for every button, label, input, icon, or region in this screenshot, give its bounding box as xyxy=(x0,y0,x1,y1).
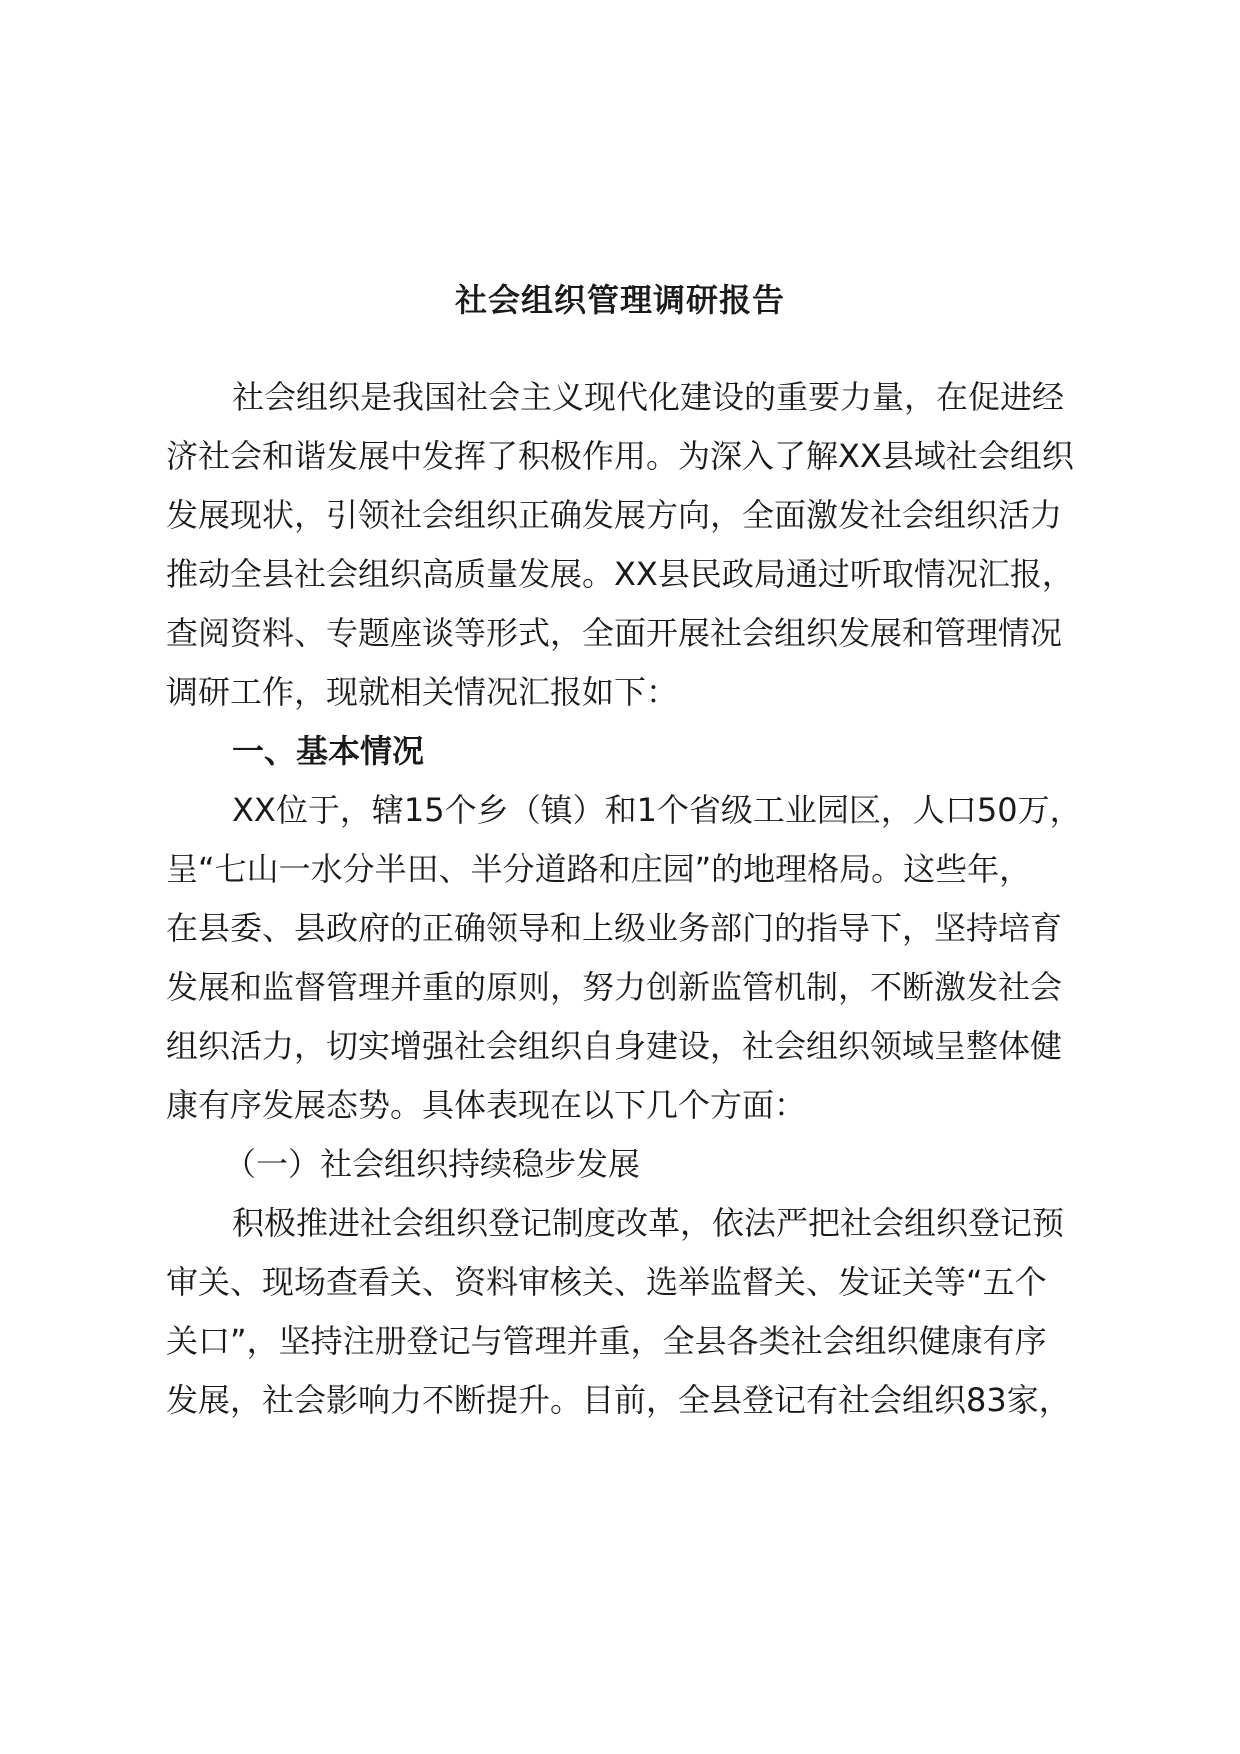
paragraph-line: 在县委、县政府的正确领导和上级业务部门的指导下，坚持培育 xyxy=(166,909,1063,947)
paragraph-line: 济社会和谐发展中发挥了积极作用。为深入了解XX县域社会组织 xyxy=(166,437,1074,475)
paragraph-line: 调研工作，现就相关情况汇报如下： xyxy=(166,673,679,711)
paragraph-line: 推动全县社会组织高质量发展。XX县民政局通过听取情况汇报， xyxy=(166,555,1074,593)
paragraph-line: 审关、现场查看关、资料审核关、选举监督关、发证关等“五个 xyxy=(166,1263,1047,1301)
subsection-heading: （一）社会组织持续稳步发展 xyxy=(224,1145,641,1183)
paragraph-line: 发展和监督管理并重的原则，努力创新监管机制，不断激发社会 xyxy=(166,968,1063,1006)
paragraph-line: 组织活力，切实增强社会组织自身建设，社会组织领域呈整体健 xyxy=(166,1027,1063,1065)
paragraph-line: 积极推进社会组织登记制度改革，依法严把社会组织登记预 xyxy=(232,1204,1065,1242)
paragraph-line: 康有序发展态势。具体表现在以下几个方面： xyxy=(166,1086,807,1124)
paragraph-line: 呈“七山一水分半田、半分道路和庄园”的地理格局。这些年， xyxy=(166,850,1032,888)
document-title: 社会组织管理调研报告 xyxy=(454,281,785,319)
paragraph-line: XX位于，辖15个乡（镇）和1个省级工业园区，人口50万， xyxy=(232,791,1082,829)
paragraph-line: 发展现状，引领社会组织正确发展方向，全面激发社会组织活力 xyxy=(166,496,1063,534)
paragraph-line: 关口”，坚持注册登记与管理并重，全县各类社会组织健康有序 xyxy=(166,1322,1047,1360)
section-heading: 一、基本情况 xyxy=(232,732,425,770)
paragraph-line: 查阅资料、专题座谈等形式，全面开展社会组织发展和管理情况 xyxy=(166,614,1063,652)
paragraph-line: 发展，社会影响力不断提升。目前，全县登记有社会组织83家， xyxy=(166,1381,1071,1419)
paragraph-line: 社会组织是我国社会主义现代化建设的重要力量，在促进经 xyxy=(232,378,1065,416)
